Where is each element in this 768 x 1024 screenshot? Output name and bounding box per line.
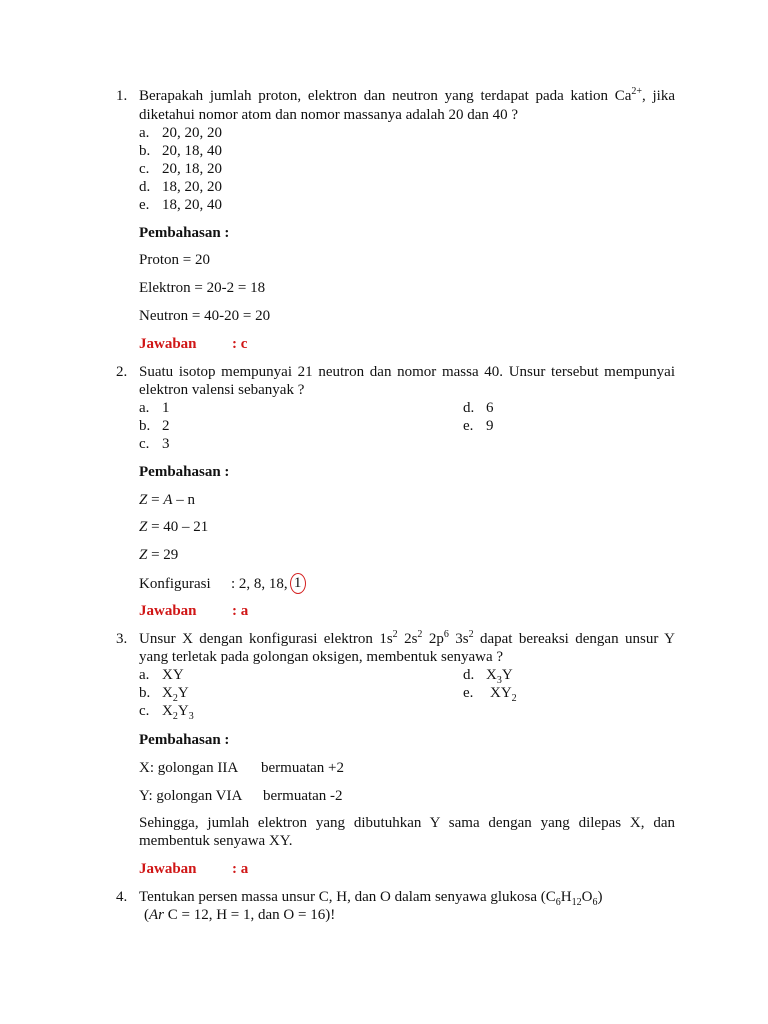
q1-option-a: a. 20, 20, 20	[139, 125, 222, 141]
q2-number: 2.	[116, 364, 128, 380]
q1-option-d: d. 18, 20, 20	[139, 179, 222, 195]
q1-number: 1.	[116, 88, 128, 104]
q3-x-line: X: golongan IIA bermuatan +2	[139, 760, 345, 776]
q3-option-a: a. XY	[139, 667, 184, 683]
q2-formula-line2: Z = 40 – 21	[139, 519, 209, 535]
q3-option-b: b. $X_2Y$	[139, 685, 189, 704]
q1-question-line1: Berapakah jumlah proton, elektron dan neutron yang terdapat pada kation $Ca^{2+}$, jika	[139, 86, 675, 104]
q2-konfigurasi-line: Konfigurasi : 2, 8, 18, 1	[139, 574, 306, 595]
q3-sehingga-line1: Sehingga, jumlah elektron yang dibutuhkan Y sama dengan yang dilepas X, dan	[139, 815, 675, 831]
q2-option-a: a. 1	[139, 400, 170, 416]
q1-neutron-line: Neutron = 40-20 = 20	[139, 308, 271, 324]
q4-number: 4.	[116, 889, 128, 905]
q3-option-d: d. $X_3Y$	[463, 667, 513, 686]
q3-option-c: c. $X_2Y_3$	[139, 703, 194, 722]
q4-question-line1: Tentukan persen massa unsur C, H, dan O dalam senyawa glukosa $(C_6H_{12}O_6)$	[139, 889, 603, 908]
q1-pembahasan-heading: Pembahasan :	[139, 225, 230, 241]
q3-option-e: e. $XY_2$	[463, 685, 517, 704]
q2-question-line1: Suatu isotop mempunyai 21 neutron dan nomor massa 40. Unsur tersebut mempunyai	[139, 364, 675, 380]
q1-elektron-line: Elektron = 20-2 = 18	[139, 280, 266, 296]
q1-option-c: c. 20, 18, 20	[139, 161, 222, 177]
q3-number: 3.	[116, 631, 128, 647]
q1-option-b: b. 20, 18, 40	[139, 143, 222, 159]
q3-pembahasan-heading: Pembahasan :	[139, 732, 230, 748]
q1-question-line2: diketahui nomor atom dan nomor massanya adalah 20 dan 40 ?	[139, 107, 519, 123]
q3-jawaban: Jawaban : a	[139, 861, 249, 877]
q1-jawaban: Jawaban : c	[139, 336, 248, 352]
q3-question-line2: yang terletak pada golongan oksigen, membentuk senyawa ?	[139, 649, 504, 665]
q1-proton-line: Proton = 20	[139, 252, 210, 268]
q2-formula-line1: Z = A – n	[139, 492, 195, 508]
q2-question-line2: elektron valensi sebanyak ?	[139, 382, 305, 398]
q2-formula-line3: Z = 29	[139, 547, 179, 563]
q2-pembahasan-heading: Pembahasan :	[139, 464, 230, 480]
q2-option-e: e. 9	[463, 418, 494, 434]
q2-option-d: d. 6	[463, 400, 494, 416]
q1-option-e: e. 18, 20, 40	[139, 197, 222, 213]
q2-jawaban: Jawaban : a	[139, 603, 249, 619]
q3-question-line1: Unsur X dengan konfigurasi elektron $1s^2$ $2s^2$ $2p^6$ $3s^2$ dapat bereaksi dengan unsur Y	[139, 629, 675, 647]
q4-question-line2: (Ar C = 12, H = 1, dan O = 16)!	[144, 907, 336, 923]
q2-option-b: b. 2	[139, 418, 170, 434]
q3-y-line: Y: golongan VIA bermuatan -2	[139, 788, 343, 804]
circled-valence-marker: 1	[290, 573, 306, 594]
q3-sehingga-line2: membentuk senyawa XY.	[139, 833, 293, 849]
q2-option-c: c. 3	[139, 436, 170, 452]
